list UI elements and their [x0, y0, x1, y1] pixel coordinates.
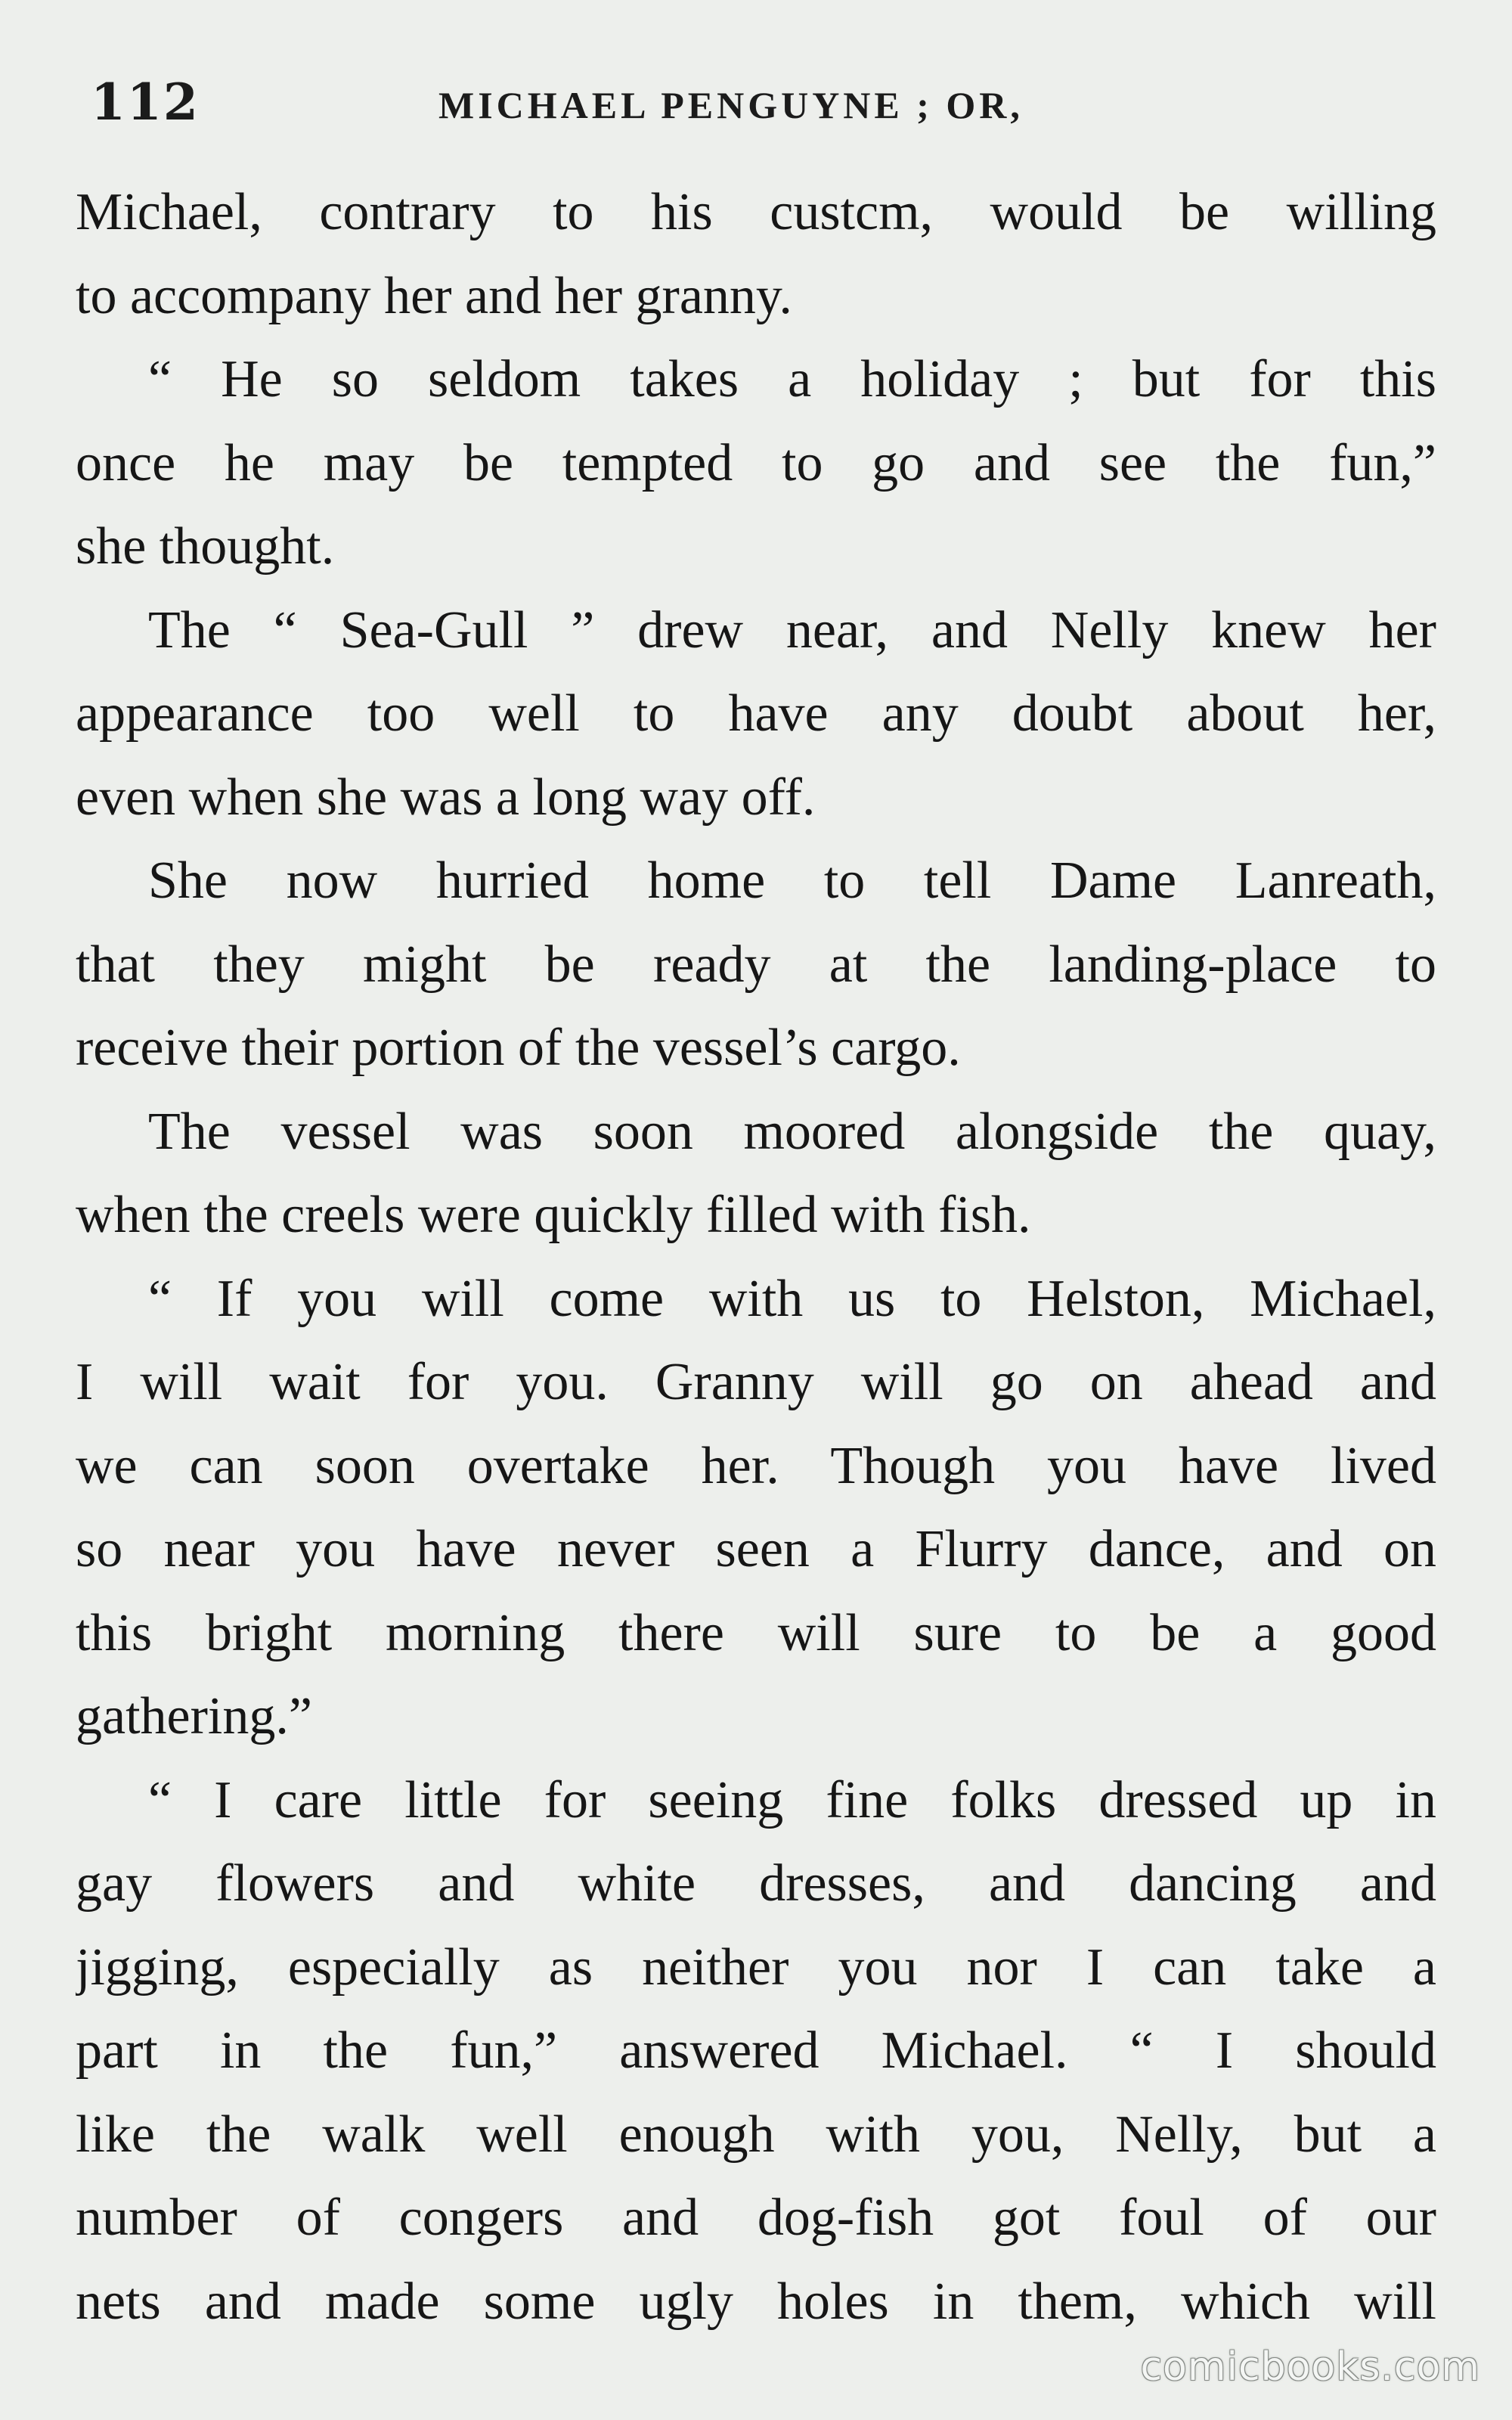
- text-line: part in the fun,” answered Michael. “ I should: [76, 2021, 1436, 2080]
- text-line: gay flowers and white dresses, and dancing and: [76, 1854, 1436, 1913]
- text-line: when the creels were quickly filled with fish.: [76, 1186, 1031, 1244]
- text-line: gathering.”: [76, 1687, 312, 1745]
- text-line: “ He so seldom takes a holiday ; but for this: [148, 350, 1436, 408]
- text-line: even when she was a long way off.: [76, 768, 816, 827]
- text-line: The “ Sea-Gull ” drew near, and Nelly knew her: [148, 600, 1436, 659]
- body-text: [76, 171, 1436, 2344]
- text-line: she thought.: [76, 517, 335, 576]
- text-line: receive their portion of the vessel’s cargo.: [76, 1019, 961, 1077]
- text-line: like the walk well enough with you, Nelly, but a: [76, 2105, 1436, 2164]
- text-line: “ I care little for seeing fine folks dressed up in: [148, 1770, 1436, 1829]
- text-line: She now hurried home to tell Dame Lanreath,: [148, 852, 1436, 910]
- text-line: appearance too well to have any doubt about her,: [76, 684, 1436, 743]
- page-number: 112: [91, 73, 200, 132]
- text-line: so near you have never seen a Flurry dance, and on: [76, 1520, 1436, 1578]
- text-line: “ If you will come with us to Helston, Michael,: [148, 1269, 1436, 1328]
- text-line: I will wait for you. Granny will go on ahead and: [76, 1353, 1436, 1411]
- text-line: this bright morning there will sure to be a good: [76, 1603, 1436, 1662]
- watermark: comicbooks.com: [1140, 2344, 1480, 2390]
- text-line: once he may be tempted to go and see the fun,”: [76, 433, 1436, 492]
- text-line: that they might be ready at the landing-place to: [76, 935, 1436, 994]
- page-header: [91, 73, 1429, 133]
- text-line: to accompany her and her granny.: [76, 266, 792, 325]
- text-line: nets and made some ugly holes in them, which will: [76, 2272, 1436, 2331]
- running-title: MICHAEL PENGUYNE ; OR,: [438, 84, 1024, 126]
- text-line: Michael, contrary to his custcm, would be willing: [76, 183, 1436, 241]
- text-line: jigging, especially as neither you nor I can take a: [76, 1938, 1436, 1996]
- text-line: The vessel was soon moored alongside the quay,: [148, 1102, 1436, 1161]
- text-line: we can soon overtake her. Though you have lived: [76, 1436, 1436, 1495]
- text-line: number of congers and dog-fish got foul of our: [76, 2189, 1436, 2247]
